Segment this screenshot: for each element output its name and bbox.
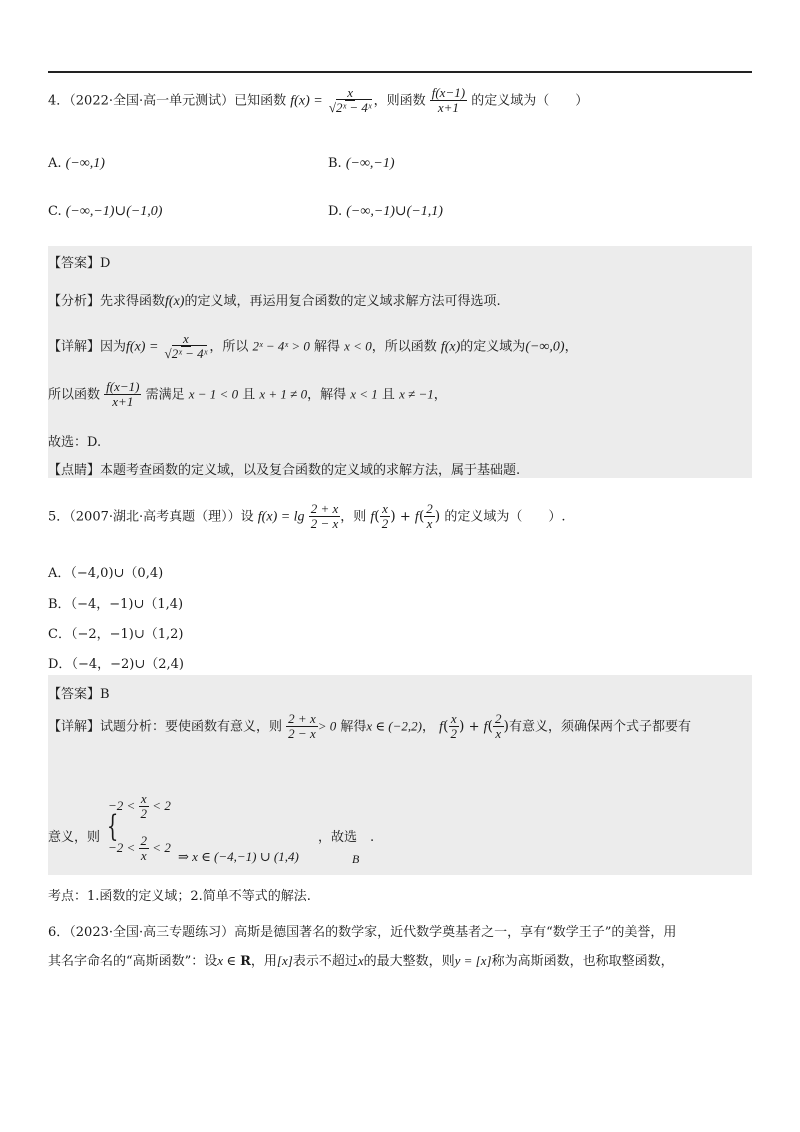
q4-choose: 故选：D. xyxy=(48,435,102,450)
q5-system-result: ⇒ x ∈ (−4,−1) ∪ (1,4) xyxy=(178,849,299,864)
q4-option-c: C. (−∞,−1)∪(−1,0) xyxy=(48,204,163,219)
q4-detail-line2: 所以函数 $\frac{f(x-1)}{x+1}$ 需满足 x − 1 < 0 且 x + 1 ≠ 0，解得 x < 1 且 x ≠ −1， xyxy=(48,379,447,410)
q5-option-d: D．（−4，−2)∪（2,4) xyxy=(48,657,184,672)
top-rule xyxy=(48,71,752,73)
q5-stem: 5．（2007·湖北·高考真题（理））设 f(x) = lg $\frac{2 + x}{2 - x}$ ，则 f( $\frac{x}{2}$ ) + f( $\frac{2}{x}$ ) 的定义域为（ ）. xyxy=(48,501,566,532)
q6-line2: 其名字命名的“高斯函数”：设x ∈ R，用[x]表示不超过x的最大整数，则y = [x]称为高斯函数，也称取整函数， xyxy=(48,953,674,969)
q5-choose: ，故选 . xyxy=(318,830,375,845)
q5-system: −2 < $\frac{x}{2}$ < 2 −2 < $\frac{2}{x}$ < 2 xyxy=(108,791,171,863)
q4-answer: 【答案】D xyxy=(48,256,111,271)
q4-detail-line1: 【详解】因为f(x) = $\frac{x}{\text{√2ˣ − 4ˣ}}$ ，所以 2ˣ − 4ˣ > 0 解得 x < 0，所以函数 f(x)的定义域为(−∞,0)， xyxy=(48,331,578,362)
q4-solution-box xyxy=(48,246,752,478)
q4-option-b: B. (−∞,−1) xyxy=(328,156,395,171)
q5-detail-line1: 【详解】试题分析：要使函数有意义，则 $\frac{2 + x}{2 - x}$ > 0 解得x ∈ (−2,2)， f( $\frac{x}{2}$ ) + f( $\frac{2}{x}$ )有意义，须确保两个式子都要有 xyxy=(48,711,691,742)
q4-option-d: D. (−∞,−1)∪(−1,1) xyxy=(328,204,443,219)
q5-brace: { xyxy=(106,809,119,844)
q5-option-a: A．（−4,0)∪（0,4) xyxy=(48,566,164,581)
q5-option-c: C．（−2，−1)∪（1,2) xyxy=(48,627,184,642)
q5-detail-line2-label: 意义，则 xyxy=(48,830,101,845)
q4-option-a: A. (−∞,1) xyxy=(48,156,105,171)
q5-answer: 【答案】B xyxy=(48,687,110,702)
q5-kaodian: 考点：1.函数的定义域；2.简单不等式的解法. xyxy=(48,889,311,904)
q5-option-b: B．（−4，−1)∪（1,4) xyxy=(48,597,184,612)
q4-analysis: 【分析】先求得函数f(x)的定义域，再运用复合函数的定义域求解方法可得选项. xyxy=(48,294,501,309)
q6-line1: 6．（2023·全国·高三专题练习）高斯是德国著名的数学家，近代数学奠基者之一，享有“数学王子”的美誉，用 xyxy=(48,925,677,940)
q5-choose-answer: B xyxy=(352,852,360,866)
q4-stem: 4．（2022·全国·高一单元测试）已知函数 f(x) = $\frac{x}{\text{√2ˣ − 4ˣ}}$ ，则函数 $\frac{f(x-1)}{x+1}$ 的定义域为（ ） xyxy=(48,85,589,116)
q4-comment: 【点睛】本题考查函数的定义域，以及复合函数的定义域的求解方法，属于基础题. xyxy=(48,463,521,478)
